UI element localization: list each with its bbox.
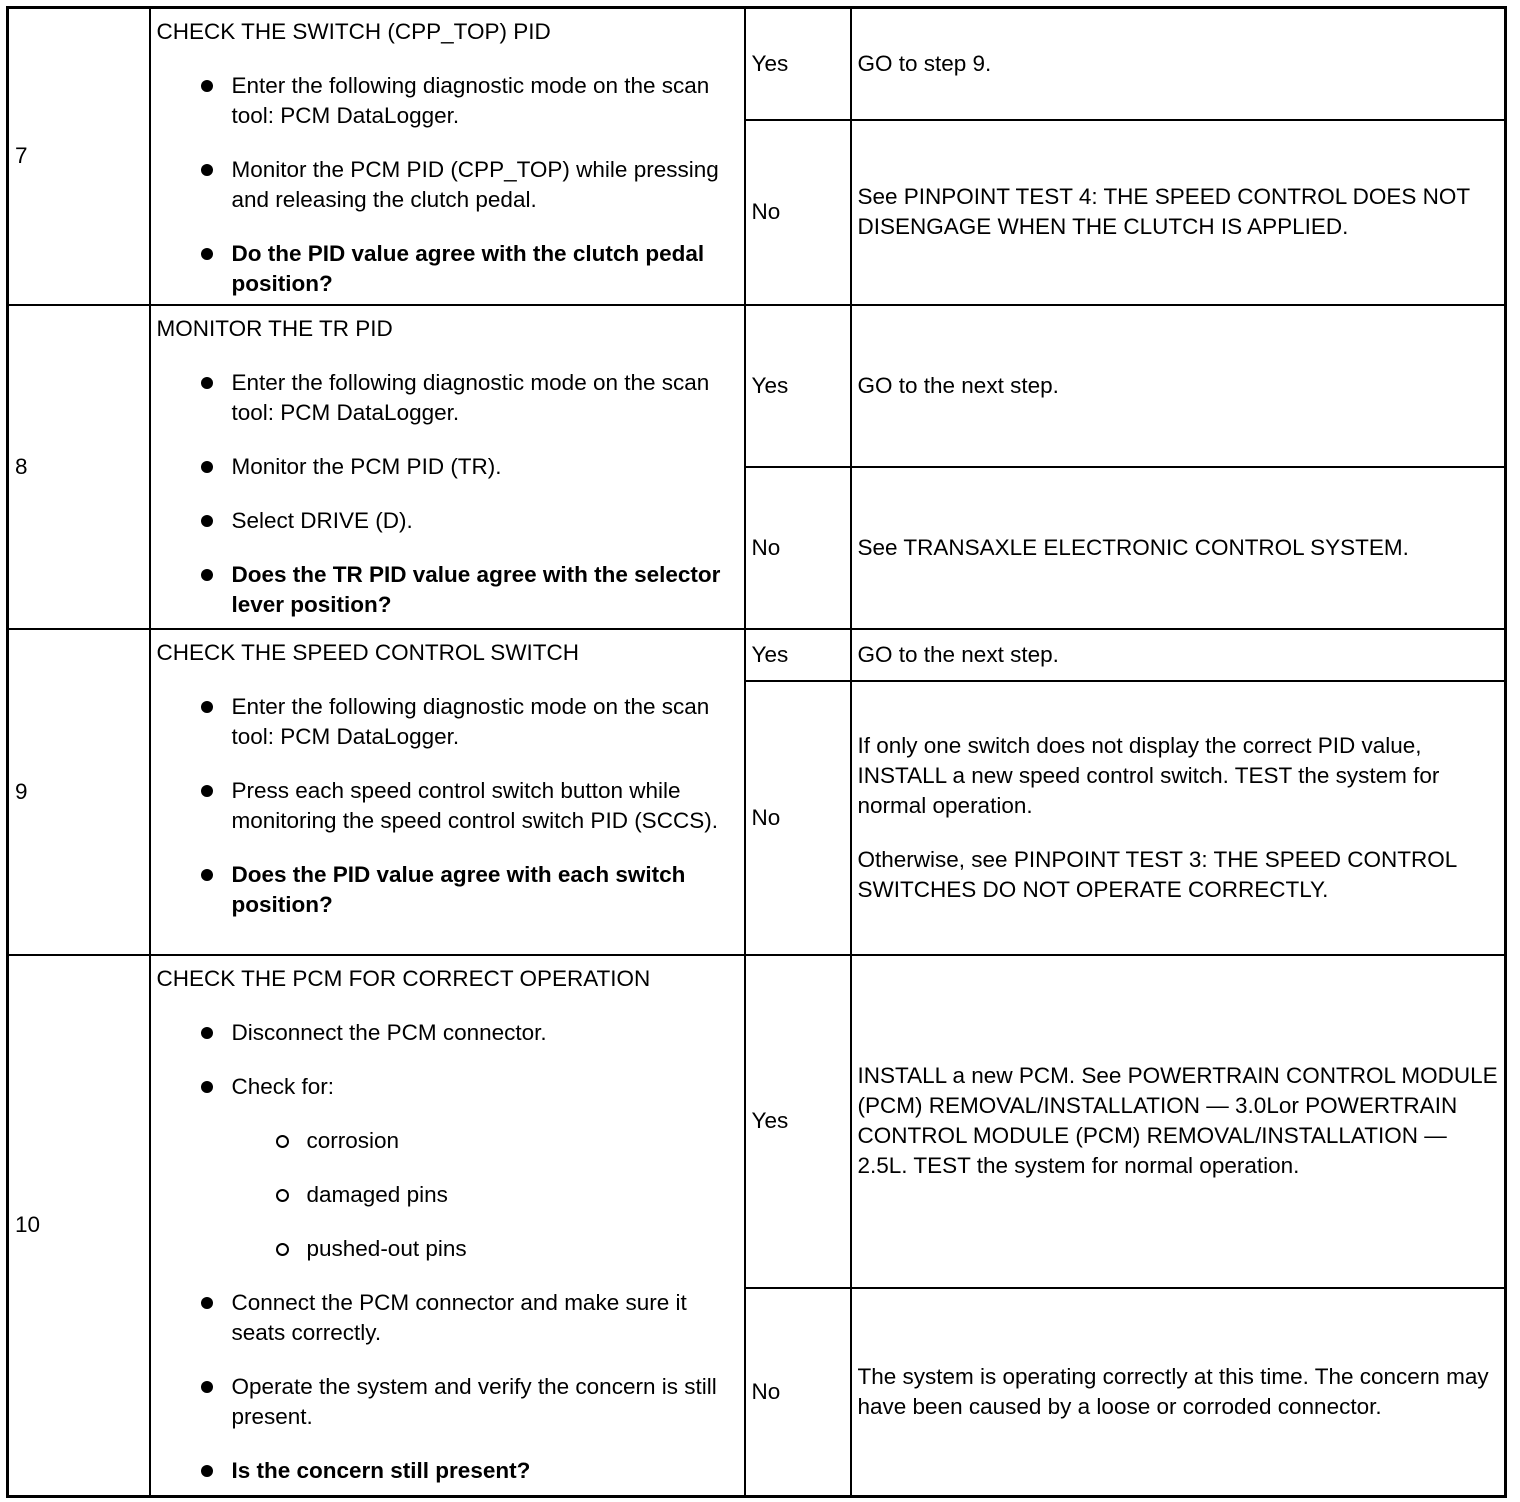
bullet-item: Enter the following diagnostic mode on the scan tool: PCM DataLogger. <box>157 71 738 131</box>
bullet-text: Check for: <box>231 1073 335 1099</box>
bullet-list <box>157 1018 738 1486</box>
bullet-item: Connect the PCM connector and make sure it seats correctly. <box>157 1288 738 1348</box>
no-result-paragraph: If only one switch does not display the correct PID value, INSTALL a new speed control switch. TEST the system for normal operation. <box>857 732 1440 818</box>
bullet-item: Press each speed control switch button while monitoring the speed control switch PID (SCCS). <box>157 776 738 836</box>
bullet-list <box>157 71 738 299</box>
step-question: Do the PID value agree with the clutch pedal position? <box>157 239 738 299</box>
step-question: Is the concern still present? <box>157 1456 738 1486</box>
step-9-row-yes <box>8 629 1506 681</box>
bullet-item: Monitor the PCM PID (TR). <box>157 452 738 482</box>
step-number: 9 <box>8 629 150 955</box>
yes-label: Yes <box>745 8 851 120</box>
sub-item: damaged pins <box>232 1180 738 1210</box>
no-result: See PINPOINT TEST 4: THE SPEED CONTROL DOES NOT DISENGAGE WHEN THE CLUTCH IS APPLIED. <box>851 120 1506 305</box>
diagnostic-table <box>6 6 1507 1498</box>
no-label: No <box>745 467 851 629</box>
yes-result: GO to the next step. <box>851 305 1506 467</box>
bullet-list <box>157 368 738 620</box>
no-label: No <box>745 681 851 955</box>
step-question: Does the TR PID value agree with the selector lever position? <box>157 560 738 620</box>
yes-label: Yes <box>745 305 851 467</box>
sub-item: corrosion <box>232 1126 738 1156</box>
bullet-item: Enter the following diagnostic mode on the scan tool: PCM DataLogger. <box>157 368 738 428</box>
no-result <box>851 681 1506 955</box>
yes-result: GO to step 9. <box>851 8 1506 120</box>
step-title: CHECK THE SWITCH (CPP_TOP) PID <box>156 19 551 44</box>
step-8-row-yes <box>8 305 1506 467</box>
step-number: 7 <box>8 8 150 305</box>
no-label: No <box>745 1288 851 1497</box>
no-result: The system is operating correctly at this time. The concern may have been caused by a loose or corroded connector. <box>851 1288 1506 1497</box>
step-10-row-yes <box>8 955 1506 1288</box>
bullet-item <box>157 1072 738 1264</box>
step-title: CHECK THE PCM FOR CORRECT OPERATION <box>156 965 651 991</box>
step-7-row-yes <box>8 8 1506 120</box>
bullet-item: Enter the following diagnostic mode on the scan tool: PCM DataLogger. <box>157 692 738 752</box>
bullet-list <box>157 692 738 920</box>
no-result: See TRANSAXLE ELECTRONIC CONTROL SYSTEM. <box>851 467 1506 629</box>
sub-list <box>232 1126 738 1264</box>
step-action <box>150 8 745 305</box>
step-action <box>150 955 745 1497</box>
step-question: Does the PID value agree with each switch position? <box>157 860 738 920</box>
step-title: MONITOR THE TR PID <box>156 315 393 341</box>
yes-label: Yes <box>745 629 851 681</box>
bullet-item: Select DRIVE (D). <box>157 506 738 536</box>
step-number: 8 <box>8 305 150 629</box>
no-label: No <box>745 120 851 305</box>
no-result-paragraph: Otherwise, see PINPOINT TEST 3: THE SPEED CONTROL SWITCHES DO NOT OPERATE CORRECTLY. <box>857 846 1457 902</box>
step-number: 10 <box>8 955 150 1497</box>
step-action <box>150 629 745 955</box>
bullet-item: Monitor the PCM PID (CPP_TOP) while pressing and releasing the clutch pedal. <box>157 155 738 215</box>
yes-result: INSTALL a new PCM. See POWERTRAIN CONTROL MODULE (PCM) REMOVAL/INSTALLATION — 3.0Lor POWERTRAIN CONTROL MODULE (PCM) REMOVAL/INSTALLATION — 2.5L. TEST the system for normal operation. <box>851 955 1506 1288</box>
bullet-item: Disconnect the PCM connector. <box>157 1018 738 1048</box>
yes-label: Yes <box>745 955 851 1288</box>
step-action <box>150 305 745 629</box>
sub-item: pushed-out pins <box>232 1234 738 1264</box>
step-title: CHECK THE SPEED CONTROL SWITCH <box>156 639 580 665</box>
bullet-item: Operate the system and verify the concern is still present. <box>157 1372 738 1432</box>
yes-result: GO to the next step. <box>851 629 1506 681</box>
